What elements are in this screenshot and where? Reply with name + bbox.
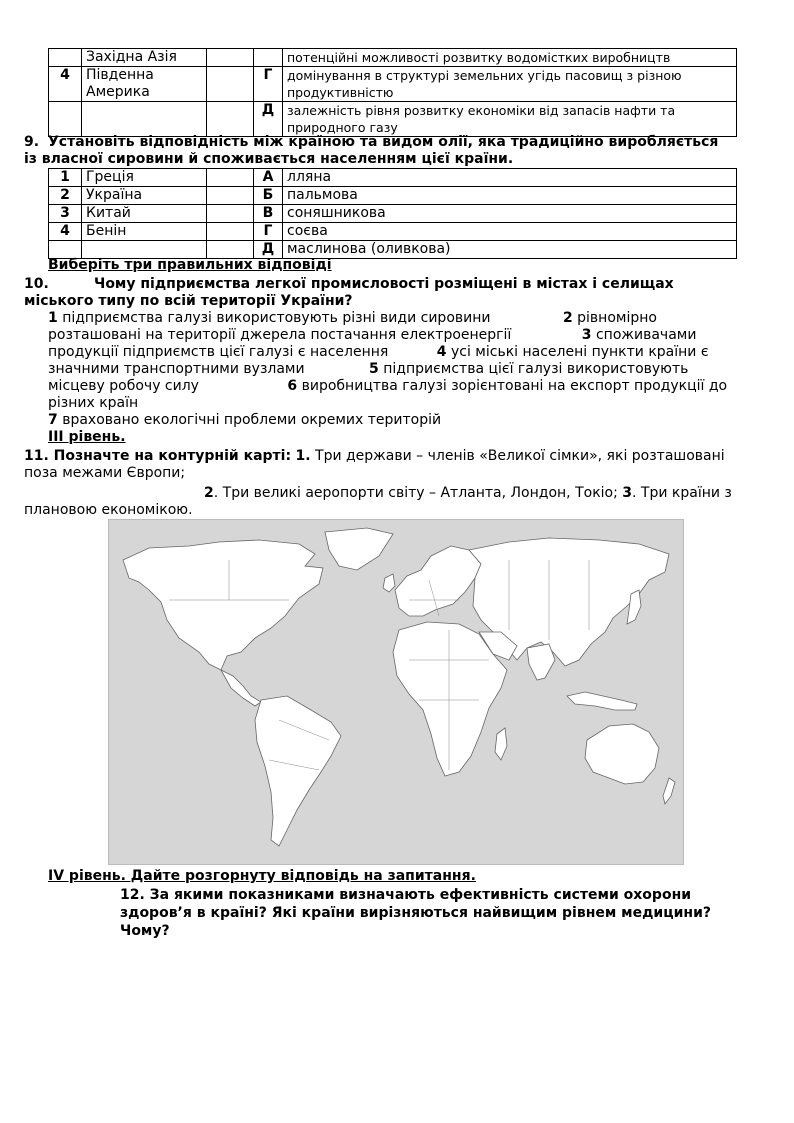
question-10 [24, 276, 736, 310]
row-number [49, 241, 82, 259]
option: 7 враховано екологічні проблеми окремих територій [48, 412, 442, 428]
row-letter: В [254, 205, 283, 223]
feature-text: потенційні можливості розвитку водомістких виробництв [283, 49, 737, 67]
question-12: 12. За якими показниками визначають ефективність системи охорони здоров’я в країні? Які країни вирізняються найвищим рівнем медицини? Чому? [120, 887, 712, 939]
task-2: . Три великі аеропорти світу – Атланта, Лондон, Токіо; [213, 485, 618, 501]
table-row [49, 205, 737, 223]
q10-options [48, 310, 743, 429]
option: 5 підприємства цієї галузі використовують місцеву робочу силу [48, 361, 689, 394]
question-lead: 11. Позначте на контурній карті: [24, 448, 292, 464]
feature-text: залежність рівня розвитку економіки від запасів нафти та природного газу [283, 102, 737, 137]
question-11-cont: 2. Три великі аеропорти світу – Атланта, Лондон, Токіо; 3. Три країни з плановою економікою. [24, 485, 732, 518]
question-text: Чому підприємства легкої промисловості розміщені в містах і селищах міського типу по всій території України? [24, 276, 674, 309]
world-map-image [109, 520, 684, 865]
oil-type: лляна [283, 169, 737, 187]
row-number [49, 102, 82, 137]
instruction-select-three: Виберіть три правильних відповіді [48, 257, 332, 273]
world-contour-map [108, 519, 684, 865]
oil-type: соняшникова [283, 205, 737, 223]
country-name: Бенін [82, 223, 207, 241]
row-number: 1 [49, 169, 82, 187]
row-number: 4 [49, 223, 82, 241]
table-row [49, 102, 737, 137]
question-9 [24, 134, 736, 168]
regions-table [48, 48, 737, 137]
option: 1 підприємства галузі використовують різні види сировини [48, 310, 491, 326]
table-row [49, 223, 737, 241]
country-name: Китай [82, 205, 207, 223]
oil-type: соєва [283, 223, 737, 241]
option: 4 усі міські населені пункти країни є значними транспортними вузлами [48, 344, 709, 377]
country-name: Греція [82, 169, 207, 187]
question-number: 10. [24, 276, 49, 292]
table-row [49, 187, 737, 205]
row-letter: Д [254, 241, 283, 259]
row-number: 3 [49, 205, 82, 223]
row-letter: А [254, 169, 283, 187]
row-number [49, 49, 82, 67]
row-number: 4 [49, 67, 82, 102]
country-name: Україна [82, 187, 207, 205]
level-3-heading: ІІІ рівень. [48, 429, 126, 445]
oil-type: пальмова [283, 187, 737, 205]
region-name: Західна Азія [82, 49, 207, 67]
table-row [49, 241, 737, 259]
task-1: Три держави – членів «Великої сімки», які розташовані поза межами Європи; [24, 448, 725, 481]
region-name [82, 102, 207, 137]
country-name [82, 241, 207, 259]
feature-text: домінування в структурі земельних угідь пасовищ з різною продуктивністю [283, 67, 737, 102]
table-row [49, 67, 737, 102]
oil-table [48, 168, 737, 259]
row-number: 2 [49, 187, 82, 205]
row-letter [254, 49, 283, 67]
option: 6 виробництва галузі зорієнтовані на експорт продукції до різних країн [48, 378, 728, 411]
question-11: 11. Позначте на контурній карті: 1. Три держави – членів «Великої сімки», які розташовані поза межами Європи; [24, 448, 725, 481]
question-text: Установіть відповідність між країною та видом олії, яка традиційно виробляється із власної сировини й споживається населенням цієї країни. [24, 134, 719, 167]
level-4-heading: ІV рівень. Дайте розгорнуту відповідь на запитання. [48, 868, 476, 884]
row-letter: Б [254, 187, 283, 205]
option: 2 рівномірно розташовані на території джерела постачання електроенергії [48, 310, 657, 343]
option: 3 споживачами продукції підприємств цієї галузі є населення [48, 327, 697, 360]
row-letter: Г [254, 67, 283, 102]
region-name: Південна Америка [82, 67, 207, 102]
row-letter: Д [254, 102, 283, 137]
table-row [49, 169, 737, 187]
question-number: 9. [24, 134, 40, 150]
task-3: . Три країни з плановою економікою. [24, 485, 732, 518]
oil-type: маслинова (оливкова) [283, 241, 737, 259]
table-row [49, 49, 737, 67]
row-letter: Г [254, 223, 283, 241]
